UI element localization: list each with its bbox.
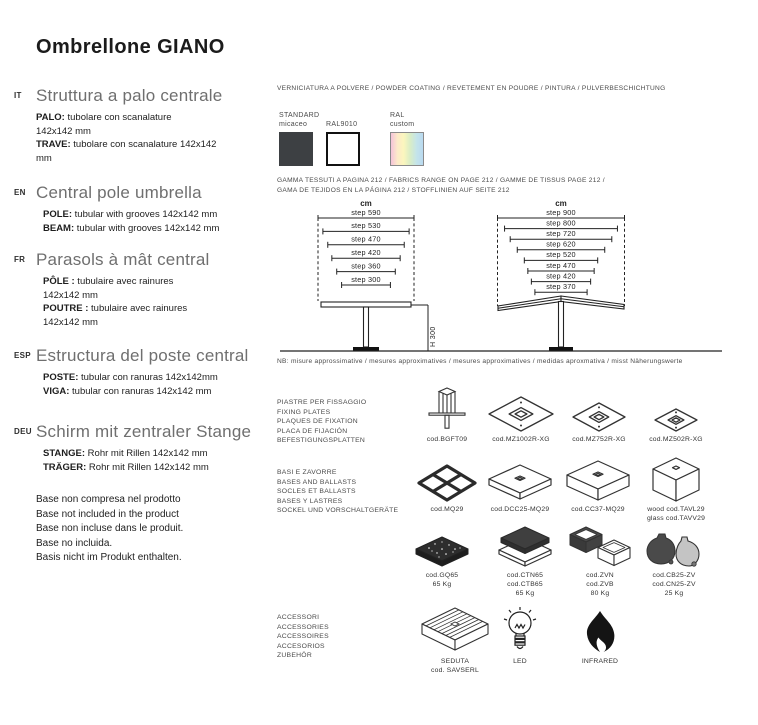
product-item bbox=[621, 460, 731, 523]
language-tag: ESP bbox=[14, 351, 31, 360]
coating-header: VERNICIATURA A POLVERE / POWDER COATING / REVETEMENT EN POUDRE / PINTURA / PULVERBESCHICHTUNG bbox=[277, 85, 666, 92]
item-codes: cod.MZ502R-XG bbox=[649, 436, 703, 443]
section-heading: Struttura a palo centrale bbox=[36, 86, 223, 105]
section-body: PÔLE : tubulaire avec rainures 142x142 mm POUTRE : tubulaire avec rainures 142x142 mm bbox=[43, 276, 188, 328]
product-item bbox=[545, 606, 655, 666]
swatch-ral-custom bbox=[390, 104, 436, 166]
section-heading: Estructura del poste central bbox=[36, 346, 249, 365]
section-content bbox=[36, 346, 249, 398]
row-label: ACCESSORI ACCESSORIES ACCESSOIRES ACCESORIOS ZUBEHÖR bbox=[277, 614, 329, 660]
color-swatch bbox=[326, 132, 360, 166]
section-heading: Parasols à mât central bbox=[36, 250, 210, 269]
svg-text:step 370: step 370 bbox=[546, 282, 576, 291]
dimensions-diagram bbox=[277, 196, 745, 358]
swatch-label: STANDARD micaceo bbox=[279, 111, 320, 129]
item-codes: cod.MQ29 bbox=[430, 506, 464, 513]
section-content bbox=[36, 422, 251, 474]
section-deu bbox=[14, 422, 251, 474]
item-codes: cod.CB25-ZV cod.CN25-ZV 25 Kg bbox=[652, 572, 696, 597]
svg-text:step 420: step 420 bbox=[351, 248, 381, 257]
item-codes: SEDUTA cod. SAVSERL bbox=[431, 658, 479, 674]
product-item bbox=[619, 530, 729, 598]
svg-text:step 360: step 360 bbox=[351, 261, 381, 271]
item-codes: LED bbox=[513, 658, 527, 665]
svg-text:H 300: H 300 bbox=[430, 326, 437, 347]
item-codes: wood cod.TAVL29 glass cod.TAVV29 bbox=[646, 506, 706, 522]
language-tag: DEU bbox=[14, 427, 32, 436]
section-content bbox=[36, 86, 222, 165]
swatch-standard-micaceo bbox=[279, 104, 325, 166]
svg-text:step 420: step 420 bbox=[546, 271, 576, 281]
section-body: POLE: tubular with grooves 142x142 mm BEAM: tubular with grooves 142x142 mm bbox=[43, 209, 220, 234]
section-esp bbox=[14, 346, 249, 398]
fabrics-note-line: GAMMA TESSUTI A PAGINA 212 / FABRICS RANGE ON PAGE 212 / GAMME DE TISSUS PAGE 212 / bbox=[277, 177, 605, 184]
row-label: BASI E ZAVORRE BASES AND BALLASTS SOCLES ET BALLASTS BASES Y LASTRES SOCKEL UND VORSCHALTGERÄTE bbox=[277, 469, 399, 515]
fixing-plate-small-icon bbox=[621, 386, 731, 432]
nb-note: NB: misure approssimative / mesures approximatives / mesures approximatives / medidas aproxmativa / misst Näherungswerte bbox=[277, 358, 683, 365]
section-body: STANGE: Rohr mit Rillen 142x142 mm TRÄGER: Rohr mit Rillen 142x142 mm bbox=[43, 448, 209, 473]
svg-text:step 900: step 900 bbox=[546, 207, 576, 217]
item-codes: cod.GQ65 65 Kg bbox=[425, 572, 459, 588]
cube-ballast-icon bbox=[621, 460, 731, 502]
sand-bags-icon bbox=[619, 530, 729, 568]
svg-text:step 300: step 300 bbox=[351, 274, 381, 284]
section-body: POSTE: tubular con ranuras 142x142mm VIGA: tubular con ranuras 142x142 mm bbox=[43, 372, 218, 397]
section-en bbox=[14, 183, 219, 235]
item-codes: cod.DCC25-MQ29 bbox=[490, 506, 550, 513]
color-swatch bbox=[390, 132, 424, 166]
svg-text:step 530: step 530 bbox=[351, 221, 381, 231]
item-codes: cod.BGFT09 bbox=[426, 436, 468, 443]
language-tag: FR bbox=[14, 255, 26, 264]
section-content bbox=[36, 183, 219, 235]
item-codes: cod.CC37-MQ29 bbox=[571, 506, 625, 513]
svg-text:step 720: step 720 bbox=[546, 229, 576, 238]
base-note: Base non compresa nel prodotto Base not included in the product Base non incluse dans le produit. Base no incluida. Basis nicht im Produkt enthalten. bbox=[36, 494, 184, 564]
section-it bbox=[14, 86, 222, 165]
section-body: PALO: tubolare con scanalature 142x142 mm TRAVE: tubolare con scanalature 142x142 mm bbox=[36, 112, 217, 164]
swatch-ral9010 bbox=[326, 104, 372, 166]
section-content bbox=[36, 250, 210, 329]
product-item bbox=[621, 386, 731, 444]
svg-text:cm: cm bbox=[360, 199, 372, 208]
row-label: PIASTRE PER FISSAGGIO FIXING PLATES PLAQUES DE FIXATION PLACA DE FIJACIÓN BEFESTIGUNGSPLATTEN bbox=[277, 399, 367, 445]
fabrics-note-line: GAMA DE TEJIDOS EN LA PÁGINA 212 / STOFFLINIEN AUF SEITE 212 bbox=[277, 187, 510, 194]
svg-text:step 800: step 800 bbox=[546, 218, 576, 228]
page-title: Ombrellone GIANO bbox=[36, 36, 225, 58]
fabrics-note bbox=[277, 176, 605, 196]
svg-text:step 590: step 590 bbox=[351, 207, 381, 217]
swatch-label: RAL9010 bbox=[326, 121, 358, 129]
section-heading: Central pole umbrella bbox=[36, 183, 202, 202]
svg-text:step 470: step 470 bbox=[351, 234, 381, 244]
language-tag: IT bbox=[14, 91, 22, 100]
item-codes: cod.CTN65 cod.CTB65 65 Kg bbox=[506, 572, 544, 597]
svg-text:step 470: step 470 bbox=[546, 260, 576, 270]
svg-text:cm: cm bbox=[555, 199, 567, 208]
section-fr bbox=[14, 250, 210, 329]
section-heading: Schirm mit zentraler Stange bbox=[36, 422, 252, 441]
item-codes: cod.MZ752R-XG bbox=[572, 436, 626, 443]
item-codes: cod.MZ1002R-XG bbox=[492, 436, 550, 443]
swatch-label: RAL custom bbox=[390, 111, 415, 129]
item-codes: cod.ZVN cod.ZVB 80 Kg bbox=[586, 572, 614, 597]
item-codes: INFRARED bbox=[581, 658, 619, 665]
flame-icon bbox=[545, 606, 655, 654]
svg-text:step 520: step 520 bbox=[546, 250, 576, 260]
language-tag: EN bbox=[14, 188, 26, 197]
svg-text:step 620: step 620 bbox=[546, 239, 576, 249]
color-swatch bbox=[279, 132, 313, 166]
